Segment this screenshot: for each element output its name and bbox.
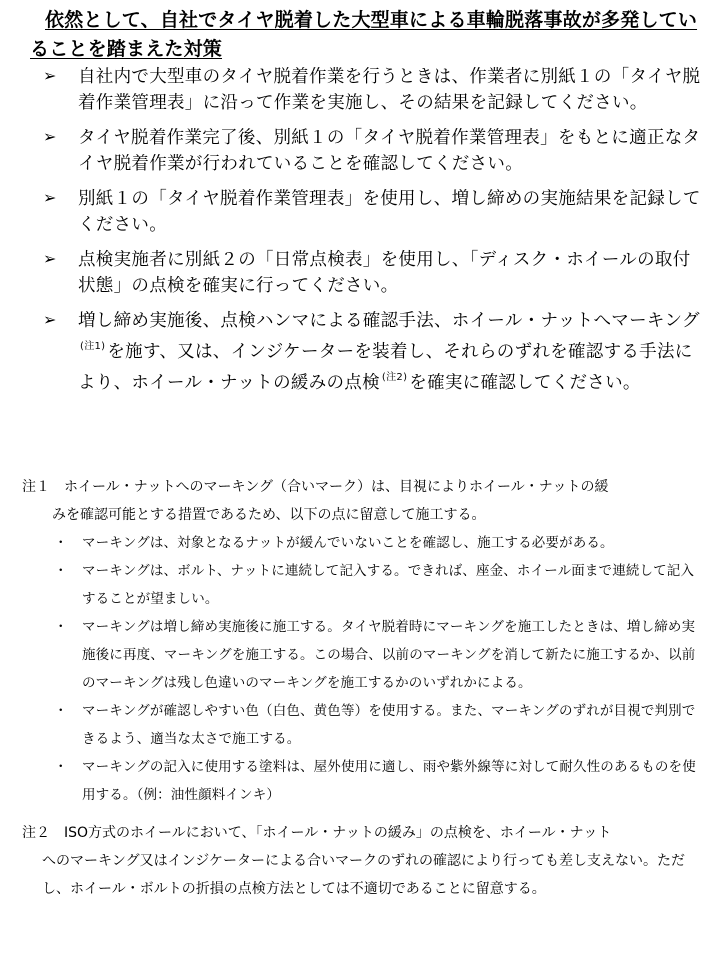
arrow-bullet-icon: ➢ (43, 249, 57, 268)
note-label: 注２ (22, 825, 50, 841)
list-item (30, 247, 702, 299)
text-segment: を確実に確認してください。 (409, 373, 641, 393)
note-lead-line: みを確認可能とする措置であるため、以下の点に留意して施工する。 (52, 507, 486, 523)
text-segment: を施す、又は、インジケーターを装着し、それらのずれを確認する手法により、ホイール・ナットの緩みの点検 (78, 342, 693, 393)
list-item-text: 別紙１の「タイヤ脱着作業管理表」を使用し、増し締めの実施結果を記録してください。 (78, 189, 701, 235)
note-item (22, 557, 706, 613)
list-item-text: 自社内で大型車のタイヤ脱着作業を行うときは、作業者に別紙１の「タイヤ脱着作業管理表」に沿って作業を実施し、その結果を記録してください。 (78, 67, 701, 113)
note-text: へのマーキング又はインジケーターによる合いマークのずれの確認により行っても差し支えない。ただし、ホイール・ボルトの折損の点検方法としては不適切であることに留意する。 (42, 853, 685, 897)
list-item-text: 点検実施者に別紙２の「日常点検表」を使用し、「ディスク・ホイールの取付状態」の点検を確実に行ってください。 (78, 250, 691, 296)
note-1 (22, 473, 706, 809)
note-text: ISO方式のホイールにおいて、「ホイール・ナットの緩み」の点検を、ホイール・ナット (64, 825, 612, 841)
arrow-bullet-icon: ➢ (43, 310, 57, 329)
footnote-ref-1: (注1) (80, 341, 106, 352)
arrow-bullet-icon: ➢ (43, 188, 57, 207)
note-item (22, 529, 706, 557)
text-segment: 増し締め実施後、点検ハンマによる確認手法、ホイール・ナットへマーキング (78, 311, 700, 331)
note-item-text: マーキングは、ボルト、ナットに連続して記入する。できれば、座金、ホイール面まで連続して記入することが望ましい。 (82, 563, 695, 607)
list-item-text: タイヤ脱着作業完了後、別紙１の「タイヤ脱着作業管理表」をもとに適正なタイヤ脱着作業が行われていることを確認してください。 (78, 128, 701, 174)
list-item (30, 186, 702, 238)
dot-bullet-icon: ・ (54, 535, 68, 551)
footnote-ref-2: (注2) (381, 372, 408, 383)
list-item (30, 308, 702, 396)
notes-section (22, 473, 706, 903)
note-item-text: マーキングは、対象となるナットが緩んでいないことを確認し、施工する必要がある。 (82, 535, 614, 551)
list-item (30, 125, 702, 177)
note-2-lead (22, 819, 706, 847)
note-2 (22, 819, 706, 903)
note-item-text: マーキングが確認しやすい色（白色、黄色等）を使用する。また、マーキングのずれが目視で判別できるよう、適当な太さで施工する。 (82, 703, 696, 747)
dot-bullet-icon: ・ (54, 563, 68, 579)
arrow-bullet-icon: ➢ (43, 66, 57, 85)
note-label: 注１ (22, 479, 50, 495)
dot-bullet-icon: ・ (54, 759, 68, 775)
note-item-text: マーキングは増し締め実施後に施工する。タイヤ脱着時にマーキングを施工したときは、増し締め実施後に再度、マーキングを施工する。この場合、以前のマーキングを消して新たに施工するか、以前のマーキングは残し色違いのマーキングを施工するかのいずれかによる。 (82, 619, 696, 691)
measures-list (30, 64, 702, 405)
list-item-text (78, 308, 702, 396)
note-item-text: マーキングの記入に使用する塗料は、屋外使用に適し、雨や紫外線等に対して耐久性のあるものを使用する。（例：油性顔料インキ） (82, 759, 696, 803)
note-item (22, 697, 706, 753)
note-item (22, 613, 706, 697)
section-heading: 依然として、自社でタイヤ脱着した大型車による車輪脱落事故が多発していることを踏まえた対策 (30, 9, 698, 60)
dot-bullet-icon: ・ (54, 703, 68, 719)
list-item (30, 64, 702, 116)
note-1-lead (22, 473, 706, 501)
note-item (22, 753, 706, 809)
arrow-bullet-icon: ➢ (43, 127, 57, 146)
dot-bullet-icon: ・ (54, 619, 68, 635)
note-lead-line: ホイール・ナットへのマーキング（合いマーク）は、目視によりホイール・ナットの緩 (64, 479, 609, 495)
